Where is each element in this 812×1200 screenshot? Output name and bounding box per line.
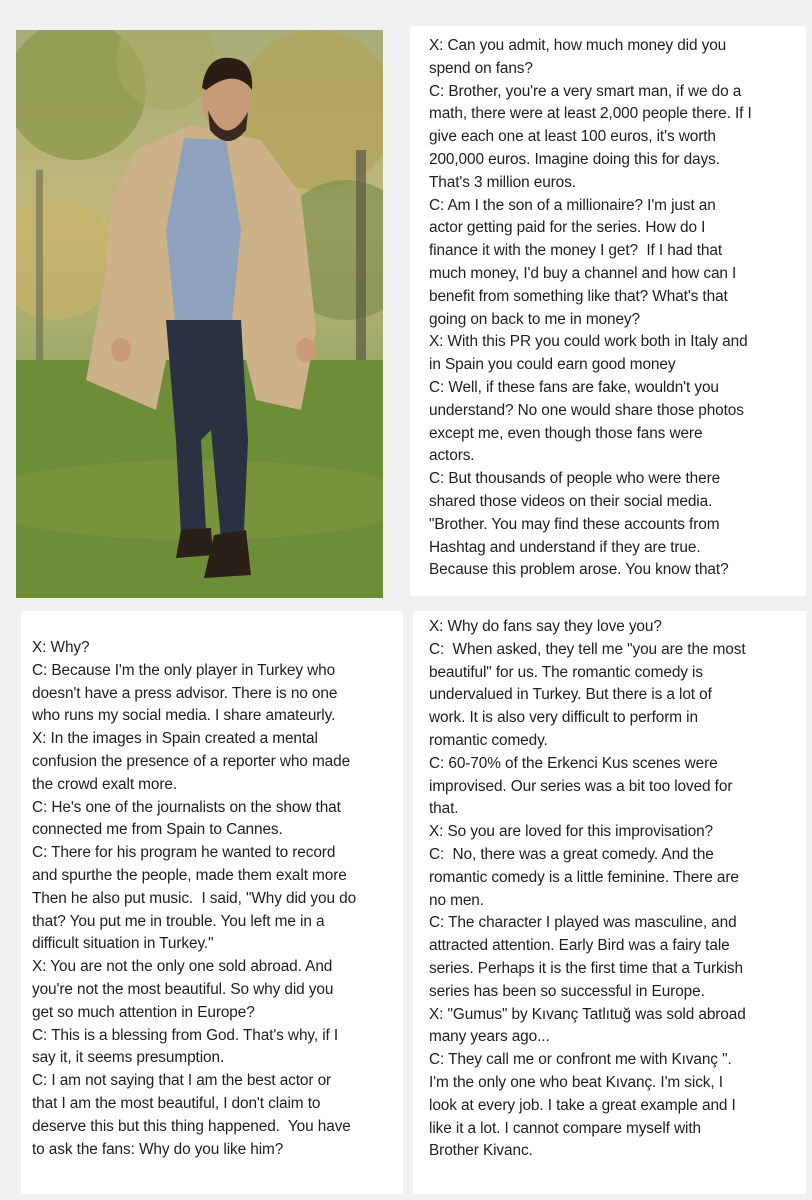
man-walking-photo <box>16 30 383 598</box>
text-line: deserve this but this thing happened. You have <box>32 1117 351 1135</box>
text-line: C: This is a blessing from God. That's why, if I <box>32 1026 339 1044</box>
text-line: attracted attention. Early Bird was a fairy tale <box>429 937 730 955</box>
text-line: X: "Gumus" by Kıvanç Tatlıtuğ was sold abroad <box>429 1005 746 1023</box>
text-line: who runs my social media. I share amateurly. <box>32 707 336 725</box>
text-line: confusion the presence of a reporter who made <box>32 752 351 770</box>
text-line: get so much attention in Europe? <box>32 1003 255 1021</box>
text-line: give each one at least 100 euros, it's worth <box>429 128 716 146</box>
text-line: C: I am not saying that I am the best actor or <box>32 1072 332 1090</box>
text-line: That's 3 million euros. <box>429 173 576 191</box>
text-line: series has been so successful in Europe. <box>429 982 705 1000</box>
text-line: look at every job. I take a great example and I <box>429 1096 736 1114</box>
text-line: math, there were at least 2,000 people there. If I <box>429 105 752 123</box>
text-line: C: When asked, they tell me "you are the most <box>429 640 746 658</box>
text-line: X: Why do fans say they love you? <box>429 618 662 635</box>
text-line: doesn't have a press advisor. There is no one <box>32 684 338 702</box>
text-line: much money, I'd buy a channel and how can I <box>429 264 737 282</box>
text-line: X: You are not the only one sold abroad. And <box>32 958 333 976</box>
text-line: that I am the most beautiful, I don't claim to <box>32 1094 321 1112</box>
text-line: difficult situation in Turkey." <box>32 935 214 953</box>
text-line: actor getting paid for the series. How do I <box>429 219 706 237</box>
text-line: understand? No one would share those photos <box>429 401 744 419</box>
text-line: C: The character I played was masculine, and <box>429 914 737 932</box>
text-line: romantic comedy is a little feminine. There are <box>429 868 739 886</box>
text-line: 200,000 euros. Imagine doing this for days. <box>429 150 720 168</box>
text-line: C: They call me or confront me with Kıvanç ". <box>429 1051 732 1069</box>
text-line: C: 60-70% of the Erkenci Kus scenes were <box>429 754 718 772</box>
text-line: connected me from Spain to Cannes. <box>32 821 283 839</box>
text-line: like it a lot. I cannot compare myself with <box>429 1119 701 1137</box>
text-line: spend on fans? <box>429 59 533 77</box>
photo-panel <box>16 30 383 598</box>
text-line: "Brother. You may find these accounts from <box>429 515 720 533</box>
text-line: that? You put me in trouble. You left me in a <box>32 912 325 930</box>
text-line: say it, it seems presumption. <box>32 1049 225 1067</box>
text-line: X: In the images in Spain created a mental <box>32 730 318 748</box>
text-line: C: Am I the son of a millionaire? I'm just an <box>429 196 716 214</box>
text-line: C: Brother, you're a very smart man, if we do a <box>429 82 742 100</box>
interview-block-top-right <box>410 26 806 596</box>
text-line: shared those videos on their social media. <box>429 492 713 510</box>
text-line: no men. <box>429 891 484 909</box>
text-line: you're not the most beautiful. So why did you <box>32 980 334 998</box>
interview-block-bottom-left <box>21 611 403 1194</box>
text-line: undervalued in Turkey. But there is a lot of <box>429 686 712 704</box>
text-line: X: So you are loved for this improvisation? <box>429 823 713 841</box>
text-line: finance it with the money I get? If I had that <box>429 242 723 260</box>
text-line: actors. <box>429 447 475 465</box>
text-line: work. It is also very difficult to perform in <box>429 709 698 727</box>
text-line: I'm the only one who beat Kıvanç. I'm sick, I <box>429 1073 723 1091</box>
text-line: C: He's one of the journalists on the show that <box>32 798 341 816</box>
text-line: Because this problem arose. You know that? <box>429 561 729 579</box>
text-line: X: Why? <box>32 639 90 656</box>
text-line: C: Well, if these fans are fake, wouldn't you <box>429 378 719 396</box>
text-line: series. Perhaps it is the first time that a Turkish <box>429 959 743 977</box>
text-line: improvised. Our series was a bit too loved for <box>429 777 733 795</box>
text-line: going on back to me in money? <box>429 310 640 328</box>
interview-block-bottom-right <box>413 611 806 1194</box>
text-line: C: No, there was a great comedy. And the <box>429 845 714 863</box>
text-line: to ask the fans: Why do you like him? <box>32 1140 284 1158</box>
text-line: C: But thousands of people who were there <box>429 470 721 488</box>
text-line: except me, even though those fans were <box>429 424 703 442</box>
text-line: that. <box>429 800 459 818</box>
text-line: many years ago... <box>429 1028 550 1046</box>
text-line: X: With this PR you could work both in Italy and <box>429 333 748 351</box>
text-line: romantic comedy. <box>429 731 548 749</box>
text-line: benefit from something like that? What's that <box>429 287 728 305</box>
text-line: Then he also put music. I said, "Why did you do <box>32 889 357 907</box>
text-line: Brother Kivanc. <box>429 1142 533 1160</box>
text-line: X: Can you admit, how much money did you <box>429 37 727 54</box>
text-line: C: Because I'm the only player in Turkey who <box>32 661 336 679</box>
text-line: Hashtag and understand if they are true. <box>429 538 701 556</box>
text-line: C: There for his program he wanted to record <box>32 844 336 862</box>
text-line: beautiful" for us. The romantic comedy is <box>429 663 703 681</box>
text-line: and spurthe the people, made them exalt more <box>32 866 347 884</box>
text-line: the crowd exalt more. <box>32 775 178 793</box>
text-line: in Spain you could earn good money <box>429 356 676 374</box>
